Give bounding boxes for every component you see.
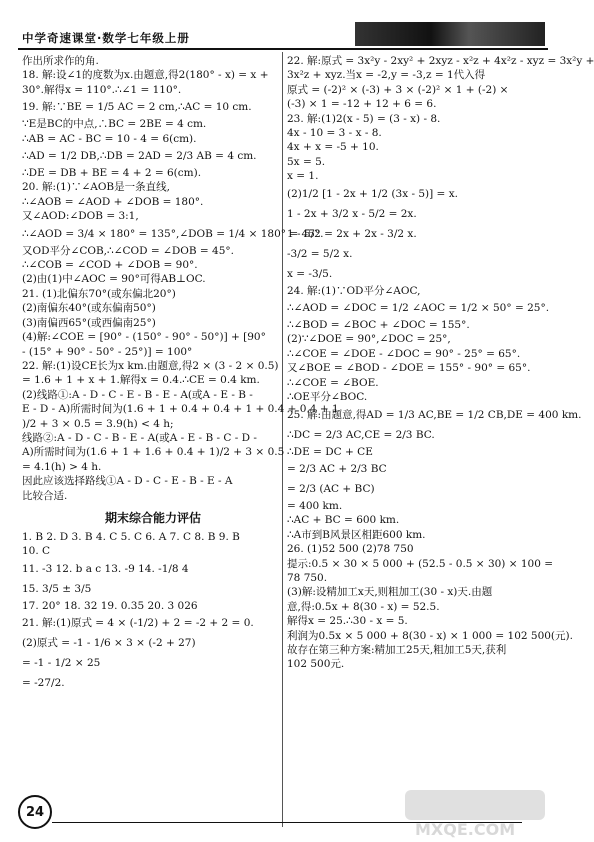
text-line: (2)1/2 [1 - 2x + 1/2 (3x - 5)] = x. bbox=[287, 187, 458, 200]
text-line: (2)由(1)中∠AOC = 90°可得AB⊥OC. bbox=[22, 273, 206, 286]
text-line: 102 500元. bbox=[287, 658, 345, 671]
text-line: = 2/3 (AC + BC) bbox=[287, 482, 375, 495]
text-line: 4x - 10 = 3 - x - 8. bbox=[287, 127, 382, 140]
text-line: = 4.1(h) > 4 h. bbox=[22, 460, 102, 473]
text-line: 原式 = (-2)² × (-3) + 3 × (-2)² × 1 + (-2) × bbox=[287, 83, 509, 96]
header-banner-image bbox=[355, 22, 545, 46]
text-line: 15. 3/5 ± 3/5 bbox=[22, 582, 92, 595]
text-line: ∴∠BOD = ∠BOC + ∠DOC = 155°. bbox=[287, 319, 470, 332]
text-line: ∴DE = DB + BE = 4 + 2 = 6(cm). bbox=[22, 167, 202, 180]
text-line: ∴∠COE = ∠DOE - ∠DOC = 90° - 25° = 65°. bbox=[287, 347, 521, 360]
text-line: ∴∠AOD = ∠DOC = 1/2 ∠AOC = 1/2 × 50° = 25°. bbox=[287, 302, 550, 315]
text-line: ∴OE平分∠BOC. bbox=[287, 391, 368, 404]
text-line: (2)线路①:A - D - C - E - B - E - A(或A - E - B - bbox=[22, 388, 253, 401]
text-line: x = 1. bbox=[287, 170, 319, 183]
text-line: ∴AD = 1/2 DB,∴DB = 2AD = 2/3 AB = 4 cm. bbox=[22, 150, 257, 163]
text-line: 21. (1)北偏东70°(或东偏北20°) bbox=[22, 287, 176, 300]
text-line: 17. 20° 18. 32 19. 0.35 20. 3 026 bbox=[22, 599, 198, 612]
watermark-text: MXQE.COM bbox=[415, 820, 516, 839]
text-line: ∴∠AOD = 3/4 × 180° = 135°,∠DOB = 1/4 × 180° = 45°. bbox=[22, 227, 324, 240]
text-line: (2)南偏东40°(或东偏南50°) bbox=[22, 302, 156, 315]
text-line: ∴AB = AC - BC = 10 - 4 = 6(cm). bbox=[22, 132, 197, 145]
text-line: -3/2 = 5/2 x. bbox=[287, 247, 353, 260]
text-line: x = -3/5. bbox=[287, 267, 333, 280]
text-line: 作出所求作的角. bbox=[22, 55, 99, 67]
text-line: 故存在第三种方案:精加工25天,粗加工5天,获利 bbox=[287, 643, 507, 656]
text-line: 18. 解:设∠1的度数为x.由题意,得2(180° - x) = x + bbox=[22, 69, 269, 82]
text-line: 11. -3 12. b a c 13. -9 14. -1/8 4 bbox=[22, 562, 189, 575]
text-line: 20. 解:(1)∵∠AOB是一条直线, bbox=[22, 181, 170, 194]
text-line: ∴A市到B风景区相距600 km. bbox=[287, 528, 426, 541]
text-line: 22. 解:原式 = 3x²y - 2xy² + 2xyz - x²z + 4x²z - xyz = 3x²y + bbox=[287, 55, 594, 67]
text-line: 1. B 2. D 3. B 4. C 5. C 6. A 7. C 8. B 9. B bbox=[22, 530, 240, 543]
text-line: ∵E是BC的中点,∴BC = 2BE = 4 cm. bbox=[22, 118, 207, 131]
text-line: ∴AC + BC = 600 km. bbox=[287, 514, 400, 527]
text-line: (-3) × 1 = -12 + 12 + 6 = 6. bbox=[287, 98, 437, 111]
text-line: ∴DC = 2/3 AC,CE = 2/3 BC. bbox=[287, 428, 435, 441]
text-line: 4x + x = -5 + 10. bbox=[287, 141, 379, 154]
page-number: 24 bbox=[18, 795, 52, 829]
text-line: 线路②:A - D - C - B - E - A(或A - E - B - C - D - bbox=[22, 431, 257, 444]
header-rule bbox=[18, 48, 548, 50]
text-line: 又∠AOD:∠DOB = 3:1, bbox=[22, 210, 139, 223]
text-line: 利润为0.5x × 5 000 + 8(30 - x) × 1 000 = 102 500(元). bbox=[287, 629, 573, 642]
text-line: 提示:0.5 × 30 × 5 000 + (52.5 - 0.5 × 30) × 100 = bbox=[287, 557, 554, 570]
text-line: 25. 解:由题意,得AD = 1/3 AC,BE = 1/2 CB,DE = 400 km. bbox=[287, 408, 582, 421]
text-line: = 400 km. bbox=[287, 499, 343, 512]
text-line: 78 750. bbox=[287, 571, 328, 584]
text-line: 1 - 5/2 = 2x + 2x - 3/2 x. bbox=[287, 227, 417, 240]
text-line: ∴∠AOB = ∠AOD + ∠DOB = 180°. bbox=[22, 195, 204, 208]
text-line: 比较合适. bbox=[22, 489, 68, 502]
text-line: (4)解:∠COE = [90° - (150° - 90° - 50°)] + [90° bbox=[22, 331, 266, 344]
right-column bbox=[287, 54, 594, 672]
text-line: ∴∠COE = ∠BOE. bbox=[287, 376, 379, 389]
text-line: 19. 解:∵BE = 1/5 AC = 2 cm,∴AC = 10 cm. bbox=[22, 101, 252, 114]
text-line: (2)原式 = -1 - 1/6 × 3 × (-2 + 27) bbox=[22, 637, 196, 650]
text-line: ∴DE = DC + CE bbox=[287, 445, 373, 458]
text-line: 5x = 5. bbox=[287, 155, 326, 168]
text-line: (3)南偏西65°(或西偏南25°) bbox=[22, 316, 156, 329]
text-line: - (15° + 90° - 50° - 25°)] = 100° bbox=[22, 345, 193, 358]
page-header bbox=[0, 0, 563, 50]
section-title: 期末综合能力评估 bbox=[104, 510, 201, 525]
text-line: 又OD平分∠COB,∴∠COD = ∠DOB = 45°. bbox=[22, 244, 234, 257]
text-line: A)所需时间为(1.6 + 1 + 1.6 + 0.4 + 1)/2 + 3 × 0.5 bbox=[22, 446, 285, 459]
text-line: 22. 解:(1)设CE长为x km.由题意,得2 × (3 - 2 × 0.5) bbox=[22, 359, 279, 372]
text-line: 23. 解:(1)2(x - 5) = (3 - x) - 8. bbox=[287, 112, 441, 125]
text-line: 又∠BOE = ∠BOD - ∠DOE = 155° - 90° = 65°. bbox=[287, 362, 531, 375]
text-line: 解得x = 25.∴30 - x = 5. bbox=[287, 615, 408, 628]
text-line: 21. 解:(1)原式 = 4 × (-1/2) + 2 = -2 + 2 = 0. bbox=[22, 617, 254, 630]
text-line: 10. C bbox=[22, 545, 51, 558]
text-line: 意,得:0.5x + 8(30 - x) = 52.5. bbox=[287, 600, 440, 613]
watermark-box bbox=[405, 790, 545, 820]
text-line: = -27/2. bbox=[22, 677, 65, 690]
text-line: = 2/3 AC + 2/3 BC bbox=[287, 462, 387, 475]
text-line: )/2 + 3 × 0.5 = 3.9(h) < 4 h; bbox=[22, 417, 174, 430]
header-title: 中学奇速课堂·数学七年级上册 bbox=[22, 31, 190, 45]
text-line: 3x²z + xyz.当x = -2,y = -3,z = 1代入得 bbox=[287, 69, 486, 82]
text-line: 24. 解:(1)∵OD平分∠AOC, bbox=[287, 284, 421, 297]
watermark-logo bbox=[405, 790, 545, 838]
text-line: 26. (1)52 500 (2)78 750 bbox=[287, 543, 414, 556]
text-line: 因此应该选择路线①A - D - C - E - B - E - A bbox=[22, 475, 233, 488]
text-line: = 1.6 + 1 + x + 1.解得x = 0.4.∴CE = 0.4 km. bbox=[22, 374, 260, 387]
text-line: = -1 - 1/2 × 25 bbox=[22, 657, 101, 670]
text-line: (3)解:设精加工x天,则粗加工(30 - x)天.由题 bbox=[287, 586, 493, 599]
text-line: ∴∠COB = ∠COD + ∠DOB = 90°. bbox=[22, 259, 198, 272]
text-line: 1 - 2x + 3/2 x - 5/2 = 2x. bbox=[287, 207, 417, 220]
text-line: (2)∵∠DOE = 90°,∠DOC = 25°, bbox=[287, 333, 451, 346]
text-line: 30°.解得x = 110°.∴∠1 = 110°. bbox=[22, 83, 182, 96]
text-line: E - D - A)所需时间为(1.6 + 1 + 0.4 + 0.4 + 1 + 0.4 + 0.4 + 1 bbox=[22, 403, 339, 416]
